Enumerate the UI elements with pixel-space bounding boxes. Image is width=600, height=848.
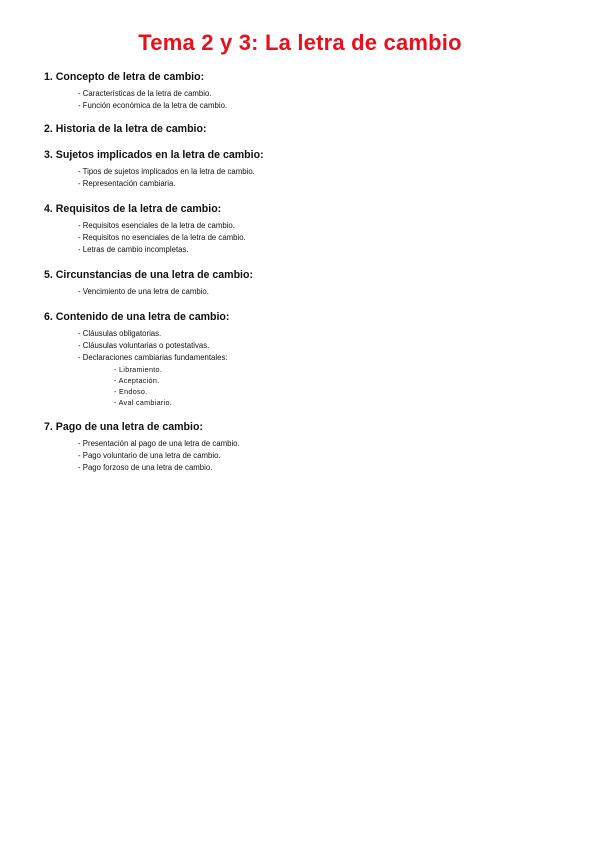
outline-section bbox=[44, 148, 564, 190]
list-item-text: Función económica de la letra de cambio. bbox=[82, 101, 228, 110]
list-item bbox=[78, 244, 564, 256]
list-item-text: Cláusulas obligatorias. bbox=[82, 329, 162, 338]
list-item-text: Cláusulas voluntarias o potestativas. bbox=[82, 341, 210, 350]
outline-section bbox=[44, 420, 564, 474]
list-item bbox=[78, 166, 564, 178]
list-item-text: Pago forzoso de una letra de cambio. bbox=[82, 463, 213, 472]
outline-section bbox=[44, 122, 564, 136]
sub-list-item: - Libramiento. bbox=[114, 364, 564, 375]
page-title: Tema 2 y 3: La letra de cambio bbox=[138, 30, 462, 55]
section-item-list bbox=[44, 88, 564, 112]
list-item-text: Letras de cambio incompletas. bbox=[82, 245, 189, 254]
outline-section bbox=[44, 268, 564, 298]
list-item-text: Tipos de sujetos implicados en la letra de cambio. bbox=[82, 167, 255, 176]
list-item bbox=[78, 450, 564, 462]
list-item-text: Declaraciones cambiarias fundamentales: bbox=[82, 353, 228, 362]
list-item bbox=[78, 100, 564, 112]
list-item-text: Características de la letra de cambio. bbox=[82, 89, 212, 98]
section-item-list bbox=[44, 220, 564, 256]
list-item-text: Requisitos no esenciales de la letra de cambio. bbox=[82, 233, 246, 242]
section-heading: 3. Sujetos implicados en la letra de cambio: bbox=[44, 149, 264, 161]
section-heading: 7. Pago de una letra de cambio: bbox=[44, 421, 203, 433]
section-item-list bbox=[44, 328, 564, 408]
list-item bbox=[78, 88, 564, 100]
sub-list-item: - Aval cambiario. bbox=[114, 397, 564, 408]
section-heading: 2. Historia de la letra de cambio: bbox=[44, 123, 207, 135]
list-item bbox=[78, 462, 564, 474]
section-heading: 1. Concepto de letra de cambio: bbox=[44, 71, 205, 83]
section-item-list bbox=[44, 438, 564, 474]
list-item bbox=[78, 232, 564, 244]
list-item bbox=[78, 178, 564, 190]
outline-section bbox=[44, 310, 564, 408]
sub-list-item: - Endoso. bbox=[114, 386, 564, 397]
list-item-text: Presentación al pago de una letra de cambio. bbox=[82, 439, 240, 448]
list-item-text: Representación cambiaria. bbox=[82, 179, 176, 188]
list-item bbox=[78, 352, 564, 364]
outline-section bbox=[44, 70, 564, 112]
section-heading: 6. Contenido de una letra de cambio: bbox=[44, 311, 230, 323]
section-heading: 5. Circunstancias de una letra de cambio: bbox=[44, 269, 253, 281]
outline-section bbox=[44, 202, 564, 256]
list-item bbox=[78, 438, 564, 450]
list-item bbox=[78, 328, 564, 340]
section-item-list bbox=[44, 166, 564, 190]
list-item-text: Requisitos esenciales de la letra de cambio. bbox=[82, 221, 235, 230]
list-item bbox=[78, 220, 564, 232]
sub-item-list bbox=[78, 364, 564, 408]
list-item-text: Pago voluntario de una letra de cambio. bbox=[82, 451, 221, 460]
list-item bbox=[78, 340, 564, 352]
list-item-text: Vencimiento de una letra de cambio. bbox=[82, 287, 209, 296]
sub-list-item: - Aceptación. bbox=[114, 375, 564, 386]
section-item-list bbox=[44, 286, 564, 298]
list-item bbox=[78, 286, 564, 298]
topic-outline bbox=[44, 70, 564, 484]
section-heading: 4. Requisitos de la letra de cambio: bbox=[44, 203, 222, 215]
